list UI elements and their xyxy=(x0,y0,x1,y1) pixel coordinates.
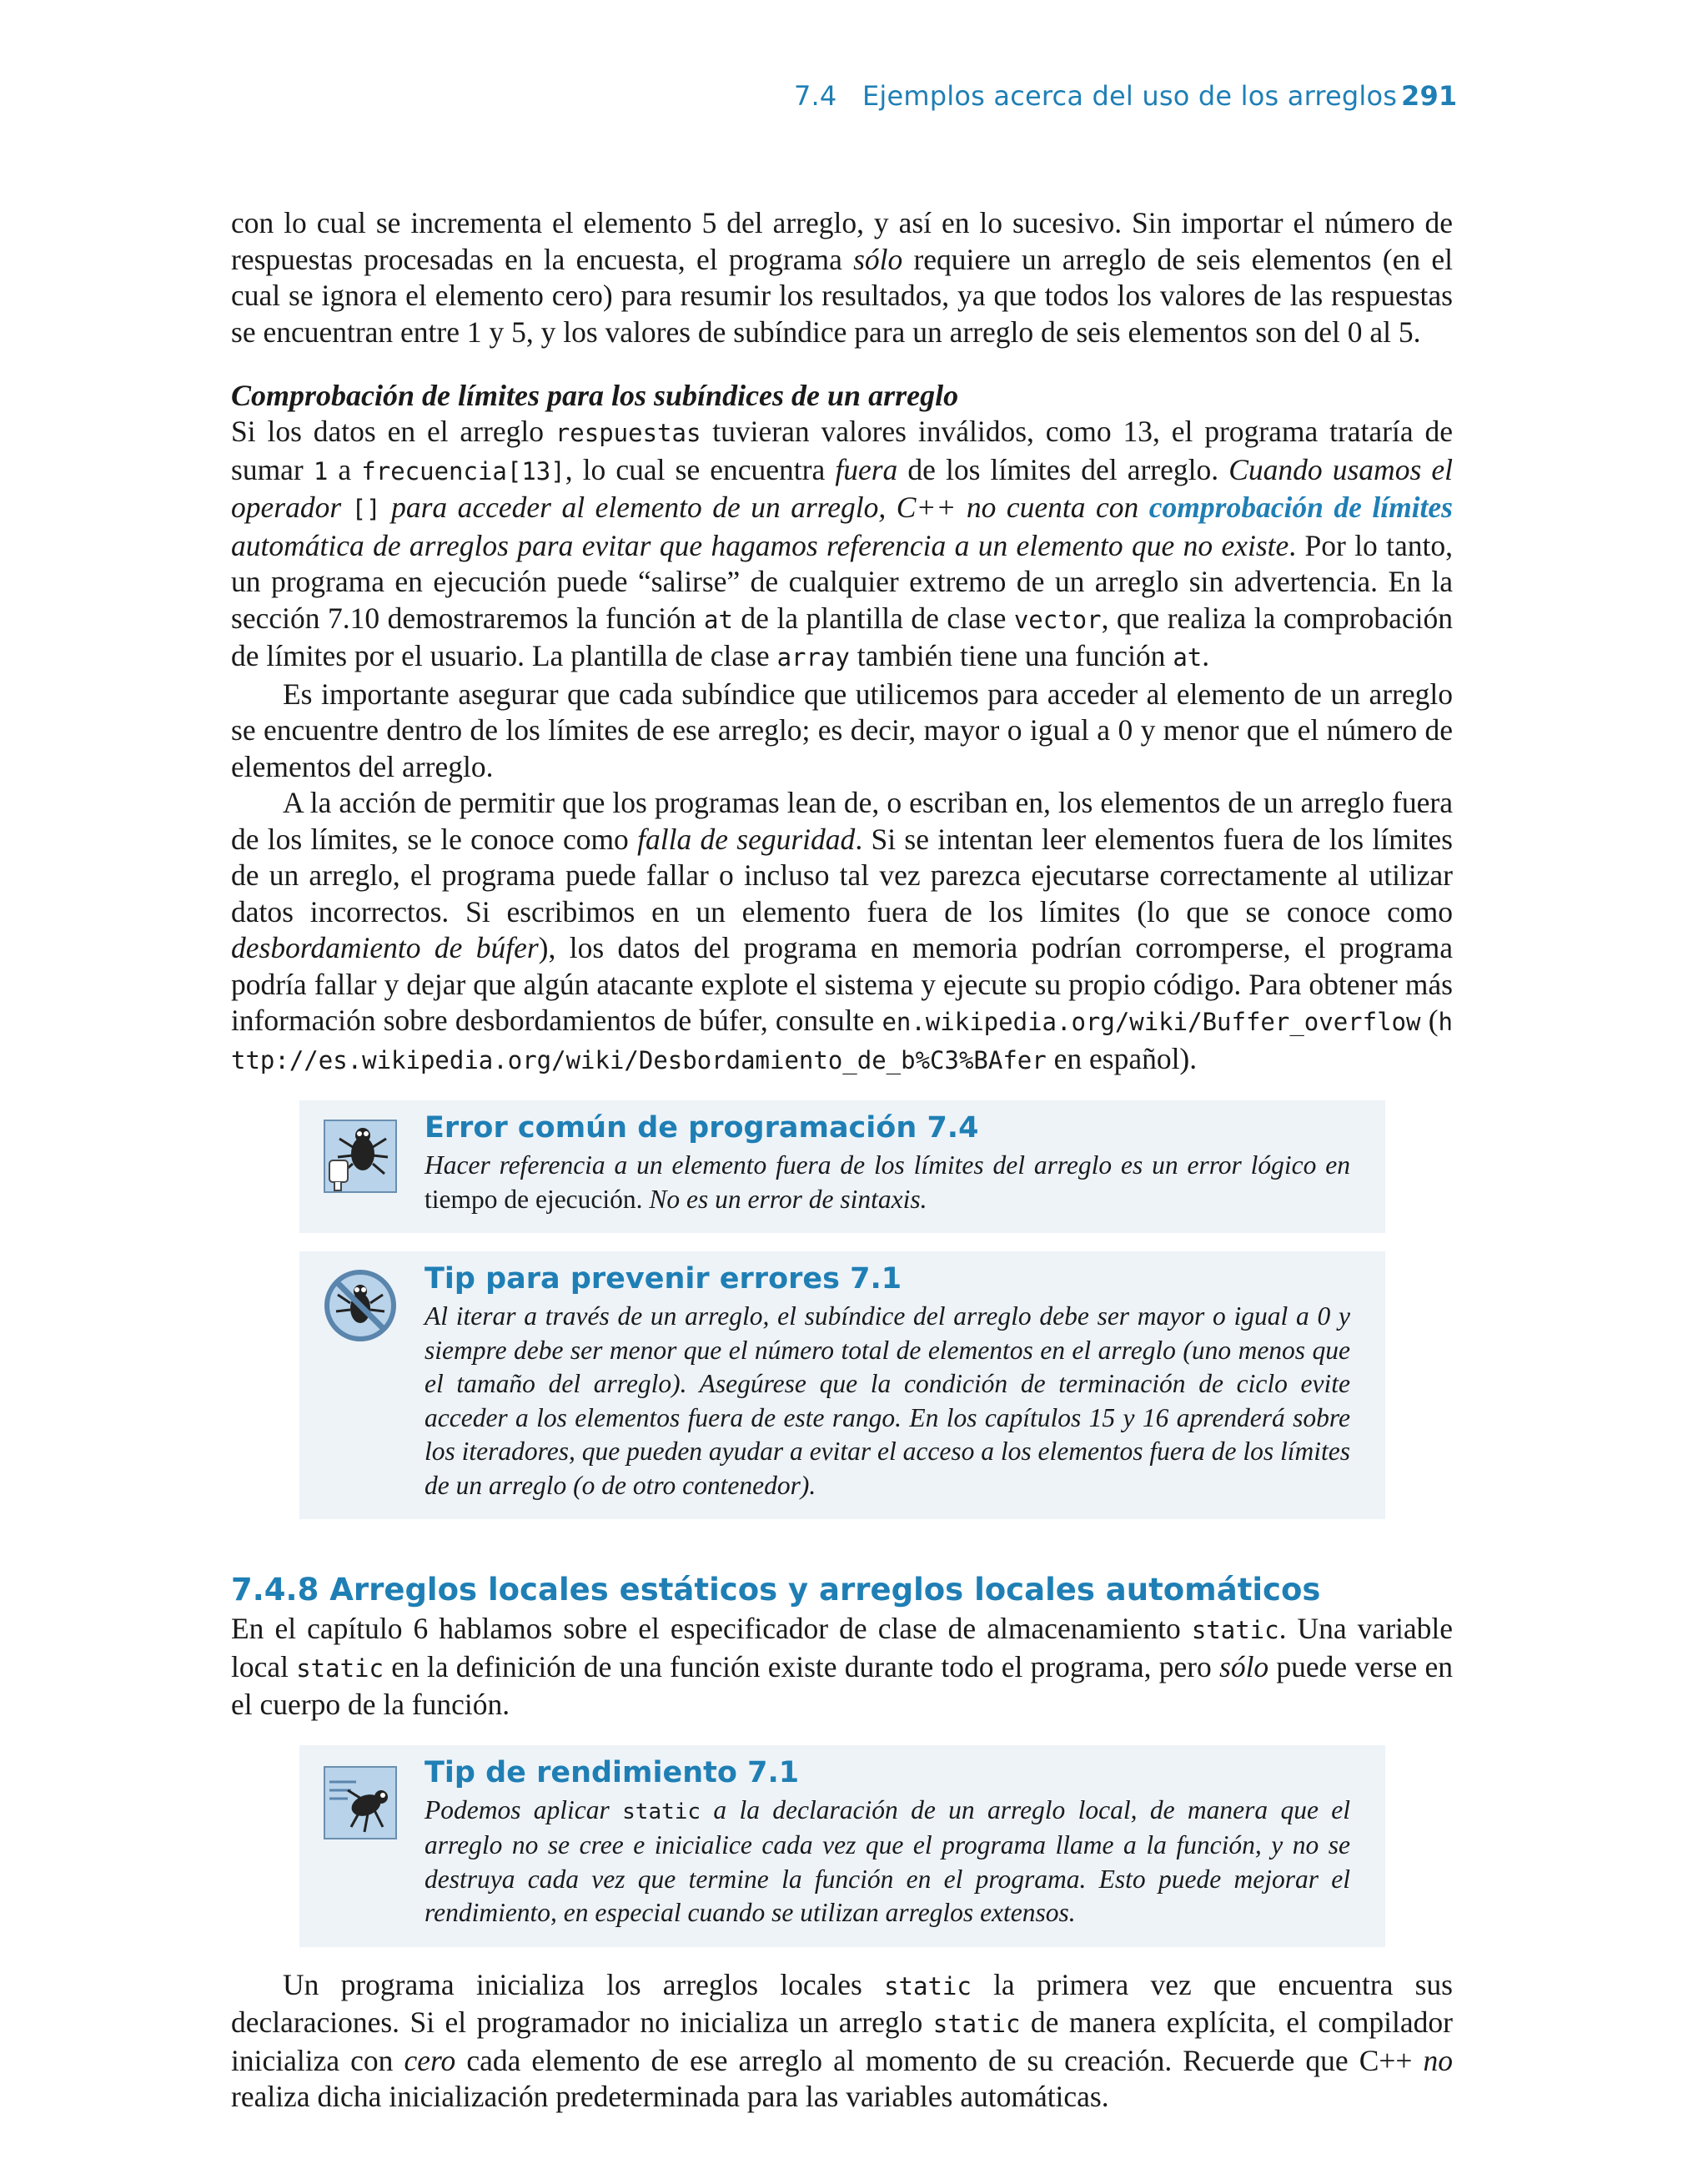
performance-tip-box xyxy=(299,1745,1385,1947)
paragraph-bounds: Si los datos en el arreglo respuestas tuvieran valores inválidos, como 13, el programa trataría de sumar 1 a frecuencia[13], lo cual se encuentra fuera de los límites del arreglo. Cuando usamos el operador [] para acceder al elemento de un arreglo, C++ no cuenta con comprobación de límites automática de arreglos para evitar que hagamos referencia a un elemento que no existe. Por lo tanto, un programa en ejecución puede “salirse” de cualquier extremo de un arreglo sin advertencia. En la sección 7.10 demostraremos la función at de la plantilla de clase vector, que realiza la comprobación de límites por el usuario. La plantilla de clase array también tiene una función at. xyxy=(231,415,1454,672)
paragraph-intro: con lo cual se incrementa el elemento 5 del arreglo, y así en lo sucesivo. Sin importar el número de respuestas procesadas en la encuesta, el programa sólo requiere un arreglo de seis elementos (en el cual se ignora el elemento cero) para resumir los resultados, ya que todos los valores de las respuestas se encuentran entre 1 y 5, y los valores de subíndice para un arreglo de seis elementos son del 0 al 5. xyxy=(231,206,1453,349)
common-error-text: Hacer referencia a un elemento fuera de los límites del arreglo es un error lógico en tiempo de ejecución. No es un error de sintaxis. xyxy=(424,1150,1350,1214)
paragraph-subscript-range: Es importante asegurar que cada subíndice que utilicemos para acceder al elemento de un arreglo se encuentre dentro de los límites de ese arreglo; es decir, mayor o igual a 0 y menor que el número de elementos del arreglo. xyxy=(231,677,1453,783)
error-prevention-text: Al iterar a través de un arreglo, el subíndice del arreglo debe ser mayor o igual a 0 y siempre debe ser menor que el número total de elementos en el arreglo (uno menos que el tamaño del arreglo). Asegúrese que la condición de terminación de ciclo evite acceder a los elementos fuera de este rango. En los capítulos 15 y 16 aprenderá sobre los iteradores, que pueden ayudar a evitar el acceso a los elementos fuera de los límites de un arreglo (o de otro contenedor). xyxy=(424,1301,1350,1500)
keyword-bounds-checking: comprobación de límites xyxy=(1148,491,1453,524)
header-section-number: 7.4 xyxy=(794,80,837,112)
bug-running-icon xyxy=(323,1765,398,1840)
common-error-box xyxy=(299,1100,1385,1233)
paragraph-static-init: Un programa inicializa los arreglos locales static la primera vez que encuentra sus declaraciones. Si el programador no inicializa un arreglo static de manera explícita, el compilador inicializa con cero cada elemento de ese arreglo al momento de su creación. Recuerde que C++ no realiza dicha inicialización predeterminada para las variables automáticas. xyxy=(231,1967,1453,2113)
performance-tip-title: Tip de rendimiento 7.1 xyxy=(424,1755,800,1789)
section-heading-static-arrays: 7.4.8 Arreglos locales estáticos y arreglos locales automáticos xyxy=(231,1572,1321,1608)
bug-thumbs-down-icon xyxy=(323,1119,398,1194)
error-prevention-tip-box xyxy=(299,1251,1385,1519)
paragraph-security: A la acción de permitir que los programas lean de, o escriban en, los elementos de un arreglo fuera de los límites, se le conoce como falla de seguridad. Si se intentan leer elementos fuera de los límites de un arreglo, el programa puede fallar o incluso tal vez parezca ejecutarse correctamente al utilizar datos incorrectos. Si escribimos en un elemento fuera de los límites (lo que se conoce como desbordamiento de búfer), los datos del programa en memoria podrían corromperse, el programa podría fallar y dejar que algún atacante explote el sistema y ejecute su propio código. Para obtener más información sobre desbordamientos de búfer, consulte en.wikipedia.org/wiki/Buffer_overflow (http://es.wikipedia.org/wiki/Desbordamiento_de_b%C3%BAfer en español). xyxy=(231,786,1453,1075)
bug-prohibited-icon xyxy=(323,1268,398,1343)
subheading-bounds-checking: Comprobación de límites para los subíndices de un arreglo xyxy=(231,379,959,412)
link-buffer-overflow[interactable]: en.wikipedia.org/wiki/Buffer_overflow xyxy=(882,1008,1421,1036)
error-prevention-title: Tip para prevenir errores 7.1 xyxy=(424,1262,902,1296)
performance-tip-text: Podemos aplicar static a la declaración de un arreglo local, de manera que el arreglo no se cree e inicialice cada vez que el programa llame a la función, y no se destruya cada vez que termine la función en el programa. Esto puede mejorar el rendimiento, en especial cuando se utilizan arreglos extensos. xyxy=(424,1794,1350,1927)
main-content xyxy=(231,205,1453,2116)
common-error-title: Error común de programación 7.4 xyxy=(424,1111,979,1145)
paragraph-static: En el capítulo 6 hablamos sobre el especificador de clase de almacenamiento static. Una variable local static en la definición de una función existe durante todo el programa, pero sólo puede verse en el cuerpo de la función. xyxy=(231,1612,1454,1721)
header-title: Ejemplos acerca del uso de los arreglos xyxy=(862,80,1398,112)
page-number: 291 xyxy=(1401,80,1458,112)
link-desbordamiento[interactable]: http://es.wikipedia.org/wiki/Desbordamiento_de_b%C3%BAfer xyxy=(231,1008,1453,1074)
